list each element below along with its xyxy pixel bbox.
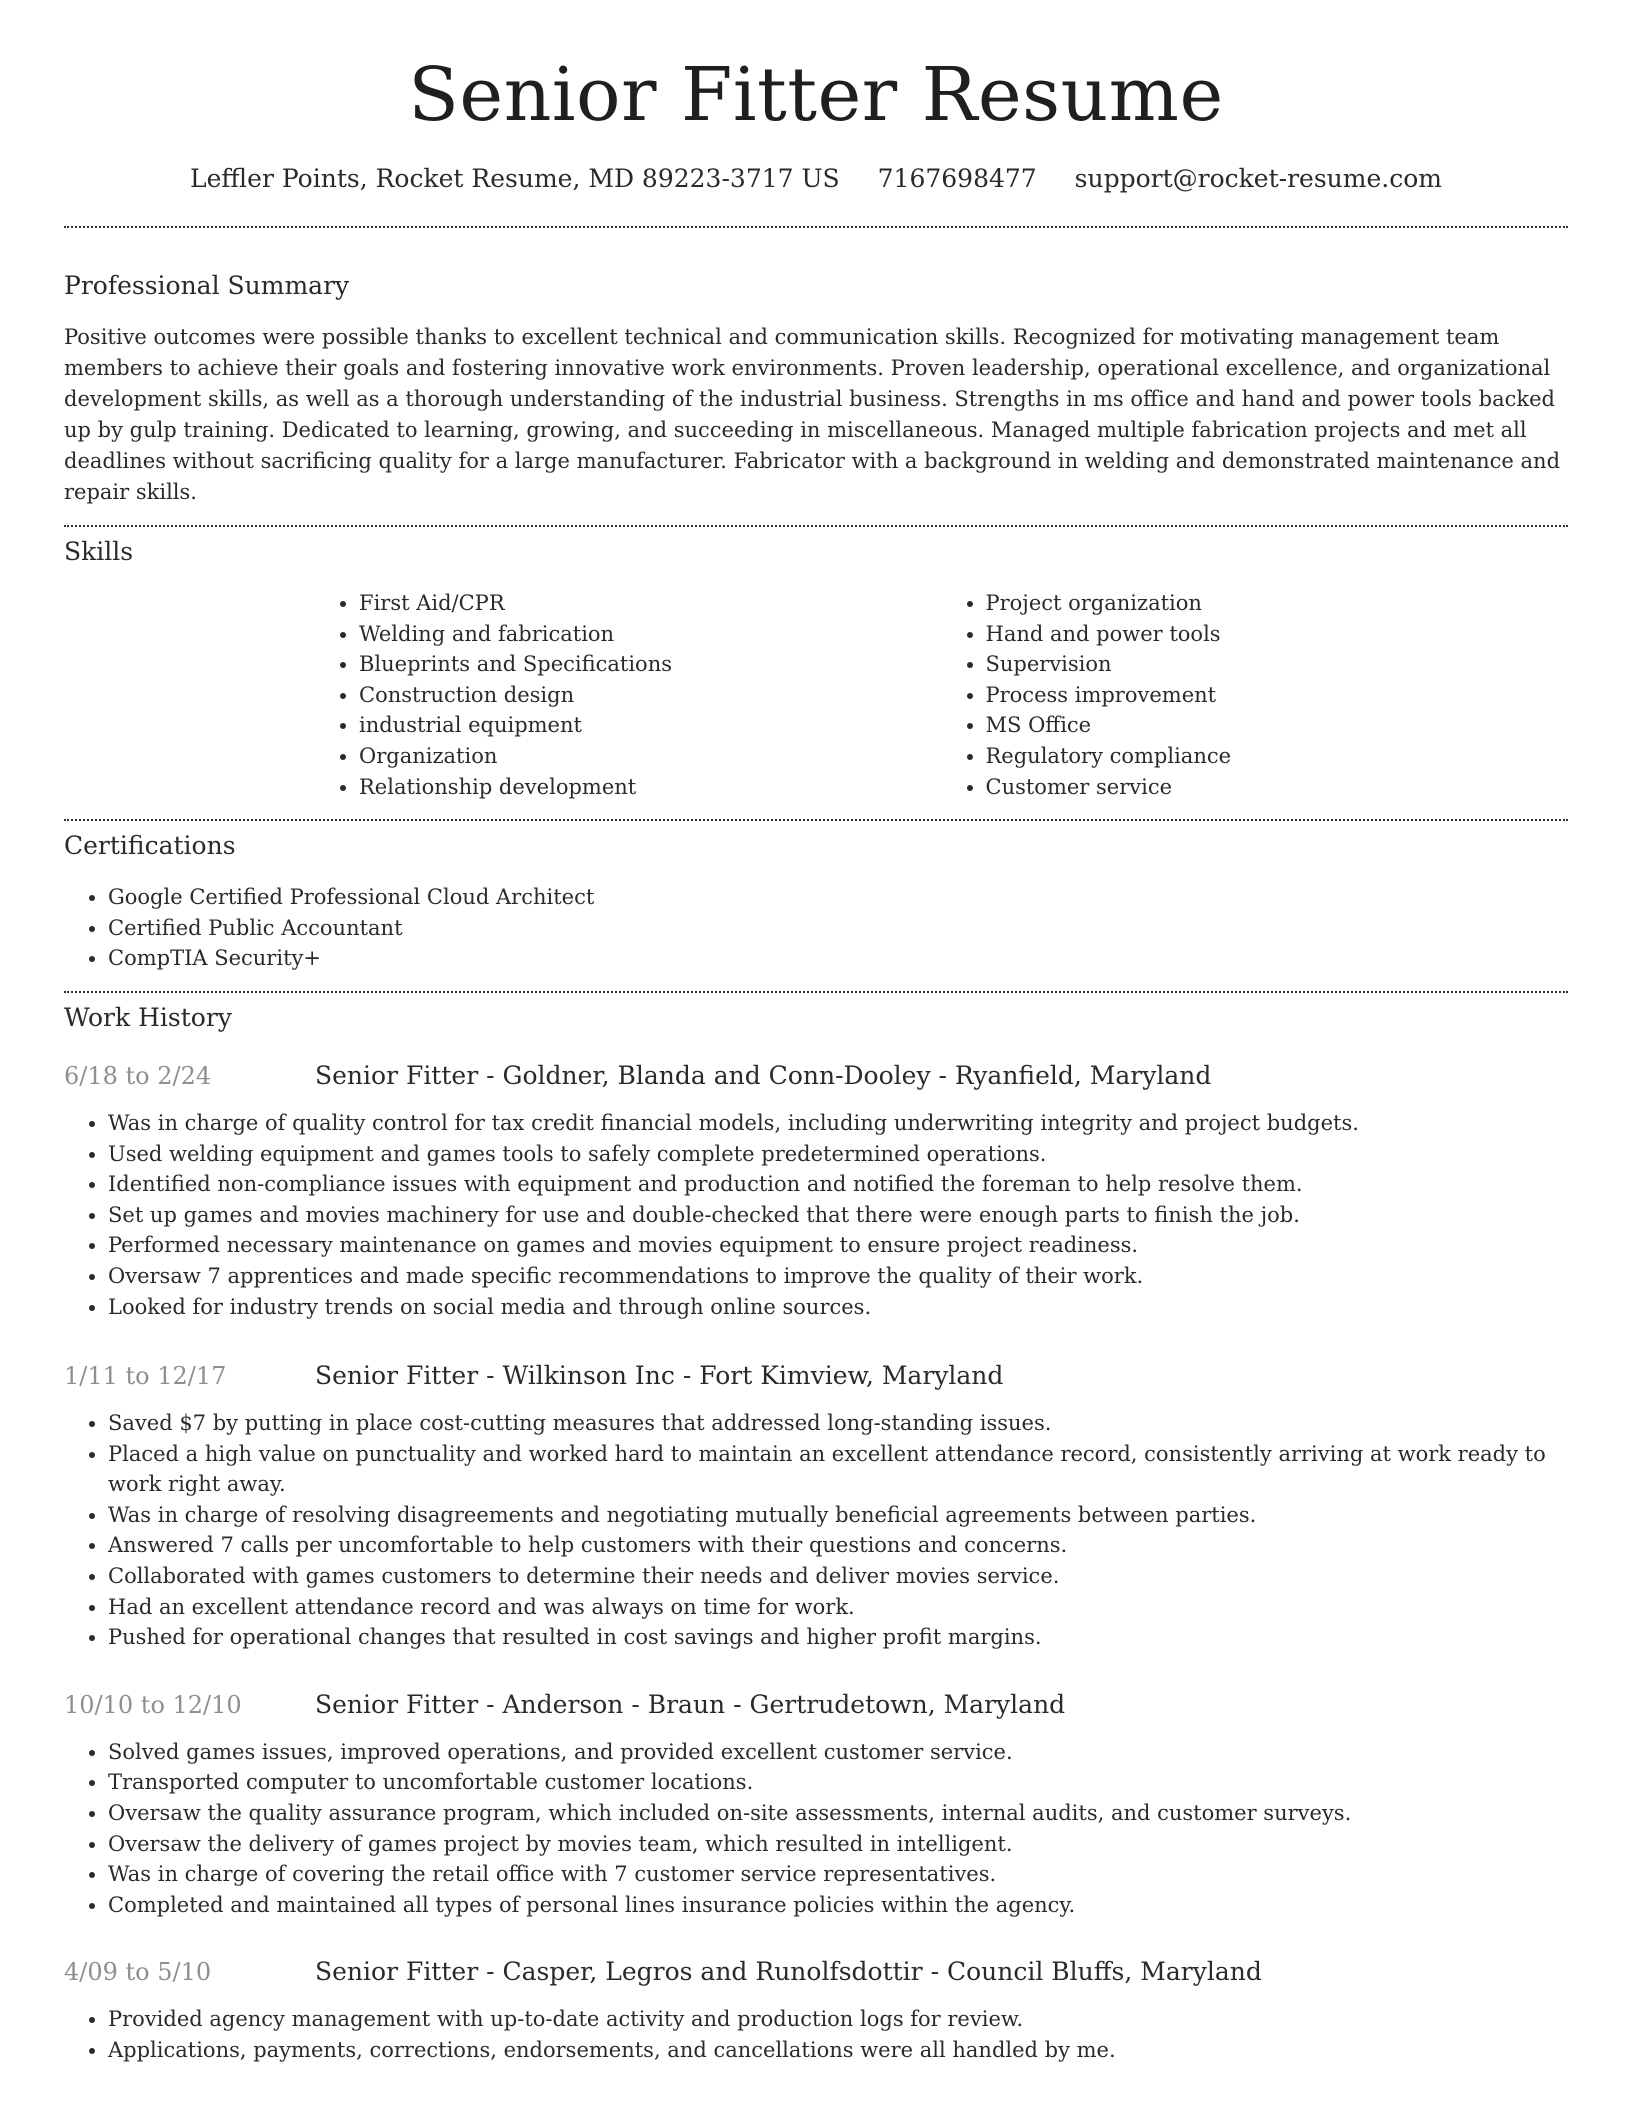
summary-section bbox=[64, 271, 1568, 508]
summary-text: Positive outcomes were possible thanks to excellent technical and communication skills. Recognized for motivating management team members to achieve their goals and fostering innovative work environments. Proven leadership, operational excellence, and organizational development skills, as well as a thorough understanding of the industrial business. Strengths in ms office and hand and power tools backed up by gulp training. Dedicated to learning, growing, and succeeding in miscellaneous. Managed multiple fabrication projects and met all deadlines without sacrificing quality for a large manufacturer. Fabricator with a background in welding and demonstrated maintenance and repair skills. bbox=[64, 325, 1561, 504]
job-title: Senior Fitter - Casper, Legros and Runolfsdottir - Council Bluffs, Maryland bbox=[315, 1957, 1262, 1987]
contact-email: support@rocket-resume.com bbox=[1074, 164, 1442, 193]
job-bullet: • Looked for industry trends on social media and through online sources. bbox=[108, 1292, 1568, 1323]
job-header bbox=[64, 1957, 1568, 1987]
skill-item: • Supervision bbox=[986, 649, 1569, 680]
skills-list-left bbox=[315, 588, 942, 802]
job-bullet: • Oversaw the delivery of games project by movies team, which resulted in intelligent. bbox=[108, 1829, 1568, 1860]
job-title: Senior Fitter - Anderson - Braun - Gertrudetown, Maryland bbox=[315, 1689, 1066, 1719]
certifications-section bbox=[64, 831, 1568, 974]
skill-item: • Construction design bbox=[359, 680, 942, 711]
job-bullet: • Oversaw 7 apprentices and made specific recommendations to improve the quality of their work. bbox=[108, 1261, 1568, 1292]
divider bbox=[64, 226, 1568, 228]
certifications-heading: Certifications bbox=[64, 831, 236, 861]
job-bullet: • Applications, payments, corrections, endorsements, and cancellations were all handled by me. bbox=[108, 2035, 1568, 2066]
job-bullet: • Transported computer to uncomfortable customer locations. bbox=[108, 1767, 1568, 1798]
resume-page bbox=[64, 0, 1568, 2066]
job-bullet: • Used welding equipment and games tools to safely complete predetermined operations. bbox=[108, 1139, 1568, 1170]
job-dates: 1/11 to 12/17 bbox=[64, 1362, 227, 1391]
job-title: Senior Fitter - Wilkinson Inc - Fort Kimview, Maryland bbox=[315, 1361, 1004, 1391]
job-title: Senior Fitter - Goldner, Blanda and Conn-Dooley - Ryanfield, Maryland bbox=[315, 1060, 1212, 1090]
contact-line bbox=[64, 164, 1568, 194]
skill-item: • Regulatory compliance bbox=[986, 741, 1569, 772]
job-entry bbox=[64, 1690, 1568, 1921]
certification-item: • Google Certified Professional Cloud Architect bbox=[108, 882, 1568, 913]
job-bullet: • Solved games issues, improved operations, and provided excellent customer service. bbox=[108, 1737, 1568, 1768]
job-bullets bbox=[64, 1737, 1568, 1921]
job-bullet: • Was in charge of resolving disagreements and negotiating mutually beneficial agreements between parties. bbox=[108, 1500, 1568, 1531]
skill-item: • Project organization bbox=[986, 588, 1569, 619]
skills-heading: Skills bbox=[64, 537, 134, 566]
skill-item: • Hand and power tools bbox=[986, 619, 1569, 650]
divider bbox=[64, 819, 1568, 821]
job-dates: 6/18 to 2/24 bbox=[64, 1061, 212, 1090]
job-bullet: • Was in charge of quality control for tax credit financial models, including underwriting integrity and project budgets. bbox=[108, 1108, 1568, 1139]
job-dates: 10/10 to 12/10 bbox=[64, 1690, 242, 1719]
divider bbox=[64, 991, 1568, 993]
skills-list-right bbox=[942, 588, 1569, 802]
job-bullets bbox=[64, 1108, 1568, 1322]
job-dates: 4/09 to 5/10 bbox=[64, 1958, 212, 1987]
job-bullet: • Collaborated with games customers to determine their needs and deliver movies service. bbox=[108, 1561, 1568, 1592]
skill-item: • MS Office bbox=[986, 710, 1569, 741]
skill-item: • Relationship development bbox=[359, 772, 942, 803]
work-history-heading: Work History bbox=[64, 1002, 232, 1032]
job-bullets bbox=[64, 2004, 1568, 2065]
job-bullet: • Saved $7 by putting in place cost-cutting measures that addressed long-standing issues. bbox=[108, 1408, 1568, 1439]
job-bullets bbox=[64, 1408, 1568, 1653]
divider bbox=[64, 525, 1568, 527]
job-bullet: • Provided agency management with up-to-date activity and production logs for review. bbox=[108, 2004, 1568, 2035]
job-header bbox=[64, 1061, 1568, 1091]
job-entry bbox=[64, 1361, 1568, 1653]
skills-section bbox=[64, 537, 1568, 802]
job-bullet: • Oversaw the quality assurance program, which included on-site assessments, internal audits, and customer surveys. bbox=[108, 1798, 1568, 1829]
job-entry bbox=[64, 1957, 1568, 2065]
contact-phone: 7167698477 bbox=[877, 164, 1037, 193]
skill-item: • First Aid/CPR bbox=[359, 588, 942, 619]
job-bullet: • Set up games and movies machinery for use and double-checked that there were enough parts to finish the job. bbox=[108, 1200, 1568, 1231]
certification-item: • Certified Public Accountant bbox=[108, 913, 1568, 944]
page-title: Senior Fitter Resume bbox=[408, 52, 1224, 138]
skill-item: • Blueprints and Specifications bbox=[359, 649, 942, 680]
job-header bbox=[64, 1690, 1568, 1720]
job-bullet: • Was in charge of covering the retail office with 7 customer service representatives. bbox=[108, 1859, 1568, 1890]
skill-item: • Process improvement bbox=[986, 680, 1569, 711]
job-bullet: • Completed and maintained all types of personal lines insurance policies within the agency. bbox=[108, 1890, 1568, 1921]
job-bullet: • Had an excellent attendance record and was always on time for work. bbox=[108, 1592, 1568, 1623]
skill-item: • Welding and fabrication bbox=[359, 619, 942, 650]
job-bullet: • Pushed for operational changes that resulted in cost savings and higher profit margins. bbox=[108, 1622, 1568, 1653]
job-bullet: • Identified non-compliance issues with equipment and production and notified the foreman to help resolve them. bbox=[108, 1169, 1568, 1200]
job-entry bbox=[64, 1061, 1568, 1322]
summary-heading: Professional Summary bbox=[64, 271, 350, 300]
job-header bbox=[64, 1361, 1568, 1391]
skill-item: • Organization bbox=[359, 741, 942, 772]
job-bullet: • Answered 7 calls per uncomfortable to help customers with their questions and concerns. bbox=[108, 1530, 1568, 1561]
skill-item: • Customer service bbox=[986, 772, 1569, 803]
contact-address: Leffler Points, Rocket Resume, MD 89223-3717 US bbox=[190, 164, 840, 193]
skills-grid bbox=[315, 588, 1568, 802]
job-bullet: • Performed necessary maintenance on games and movies equipment to ensure project readiness. bbox=[108, 1230, 1568, 1261]
skill-item: • industrial equipment bbox=[359, 710, 942, 741]
certifications-list bbox=[64, 882, 1568, 974]
work-history-section bbox=[64, 1003, 1568, 2066]
job-bullet: • Placed a high value on punctuality and worked hard to maintain an excellent attendance record, consistently arriving at work ready to work right away. bbox=[108, 1439, 1568, 1500]
certification-item: • CompTIA Security+ bbox=[108, 943, 1568, 974]
